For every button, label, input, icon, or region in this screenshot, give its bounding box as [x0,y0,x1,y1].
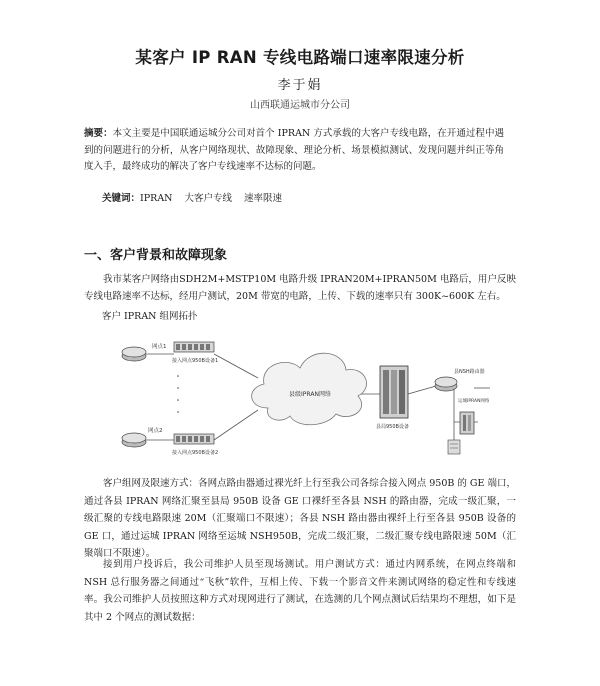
aggregation-label: 县局950B设备 [376,424,409,430]
abstract [84,126,504,176]
keywords [102,190,294,204]
keywords-label: 关键词： [102,193,141,204]
paper-affiliation: 山西联通运城市分公司 [250,100,350,111]
switch-icon [174,342,214,352]
paragraph-1: 我市某客户网络由SDH2M+MSTP10M 电路升级 IPRAN20M+IPRAN50M 电路后，用户反映专线电路速率不达标，经用户测试，20M 带宽的电路，上传、下载的速率只有 300K~600K 左右。 [84,274,516,303]
server-rack-icon [460,412,474,434]
server-icon [448,440,460,454]
site-label-top: 网点1 [152,344,167,350]
paragraph-3: 接到用户投诉后，我公司维护人员至现场测试。用户测试方式：通过内网系统，在网点终端和 NSH 总行服务器之间通过“飞秋”软件，互相上传、下载一个影音文件来测试网络的稳定性和专线速率。我公司维护人员按照这种方式对现网进行了测试，在选测的几个网点测试后结果均不理想，如下是其中 2 个网点的测试数据： [84,559,516,623]
site-label-bottom: 网点2 [148,428,163,434]
network-topology-figure [118,326,508,458]
router-icon [435,377,457,391]
router-icon [122,433,146,447]
server-rack-icon [380,366,408,418]
switch-icon [174,434,214,444]
paragraph-2: 客户组网及限速方式：各网点路由器通过裸光纤上行至我公司各综合接入网点 950B 的 GE 端口，通过各县 IPRAN 网络汇聚至县局 950B 设备 GE 口裸纤至各县 NSH 的路由器，完成一级汇聚，一级汇聚的专线电路限速 20M（汇聚端口不限速）；各县 NSH 路由器由裸纤上行至各县 950B 设备的 GE 口，通过运城 IPRAN 网络至运城 NSH950B，完成二级汇聚，二级汇聚专线电路限速 50M（汇聚端口不限速）。 [84,478,516,559]
router-icon [122,347,146,361]
access-label-top: 接入网点950B设备1 [172,358,219,364]
figure-caption: 客户 IPRAN 组网拓扑 [102,311,198,322]
nsh-label: 县NSH路由器 [454,369,485,375]
access-label-bottom: 接入网点950B设备2 [172,450,219,456]
abstract-text: 本文主要是中国联通运城分公司对首个 IPRAN 方式承载的大客户专线电路，在开通过程中遇到的问题进行的分析，从客户网络现状、故障现象、理论分析、场景模拟测试、发现问题并纠正等角度入手，最终成功的解决了客户专线速率不达标的问题。 [84,128,504,173]
ellipsis-dots [177,375,179,413]
cloud-label: 县级IPRAN网络 [289,391,331,398]
keyword: 大客户专线 [184,193,233,204]
paper-author: 李于娟 [277,78,323,93]
paper-title: 某客户 IP RAN 专线电路端口速率限速分析 [135,48,465,67]
abstract-label: 摘要： [84,128,113,139]
keyword: IPRAN [140,193,173,204]
keyword: 速率限速 [244,193,283,204]
cloud-icon [252,353,367,425]
section-heading: 一、客户背景和故障现象 [84,248,228,263]
core-network-label: 运城IPRAN网络 [458,399,490,404]
